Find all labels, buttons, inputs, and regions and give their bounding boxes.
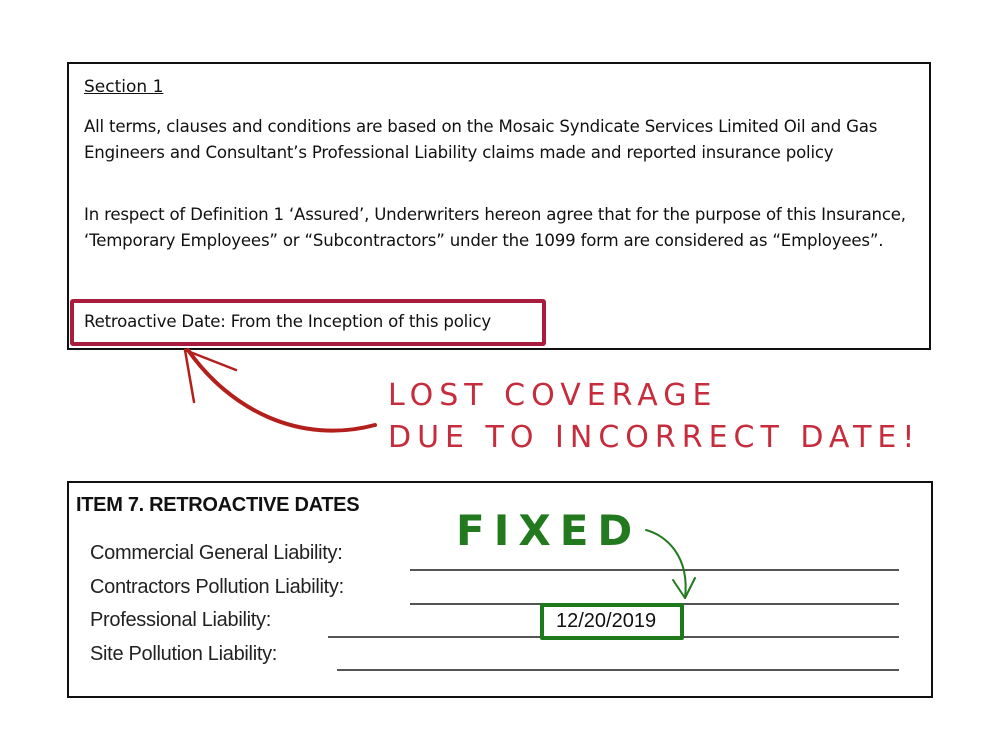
contractors-pollution-liability-label: Contractors Pollution Liability: [90, 576, 344, 598]
commercial-general-liability-label: Commercial General Liability: [90, 542, 343, 564]
item-7-title: ITEM 7. RETROACTIVE DATES [76, 494, 360, 516]
site-pollution-liability-label: Site Pollution Liability: [90, 643, 278, 665]
lost-coverage-line2: DUE TO INCORRECT DATE! [388, 420, 921, 455]
definition-paragraph: In respect of Definition 1 ‘Assured’, Underwriters hereon agree that for the purpose of this Insurance, ‘Temporary Employees” or “Subcontractors” under the 1099 form are considered as “Employees”. [84, 205, 906, 250]
fixed-annotation: FIXED [456, 506, 642, 555]
retroactive-date-text: Retroactive Date: From the Inception of this policy [84, 312, 492, 331]
section-title: Section 1 [84, 77, 164, 97]
lost-coverage-line1: LOST COVERAGE [388, 378, 718, 413]
professional-liability-date: 12/20/2019 [556, 610, 657, 632]
terms-paragraph: All terms, clauses and conditions are based on the Mosaic Syndicate Services Limited Oil and Gas Engineers and Consultant’s Professional Liability claims made and reported insurance policy [84, 117, 878, 162]
professional-liability-label: Professional Liability: [90, 609, 271, 631]
